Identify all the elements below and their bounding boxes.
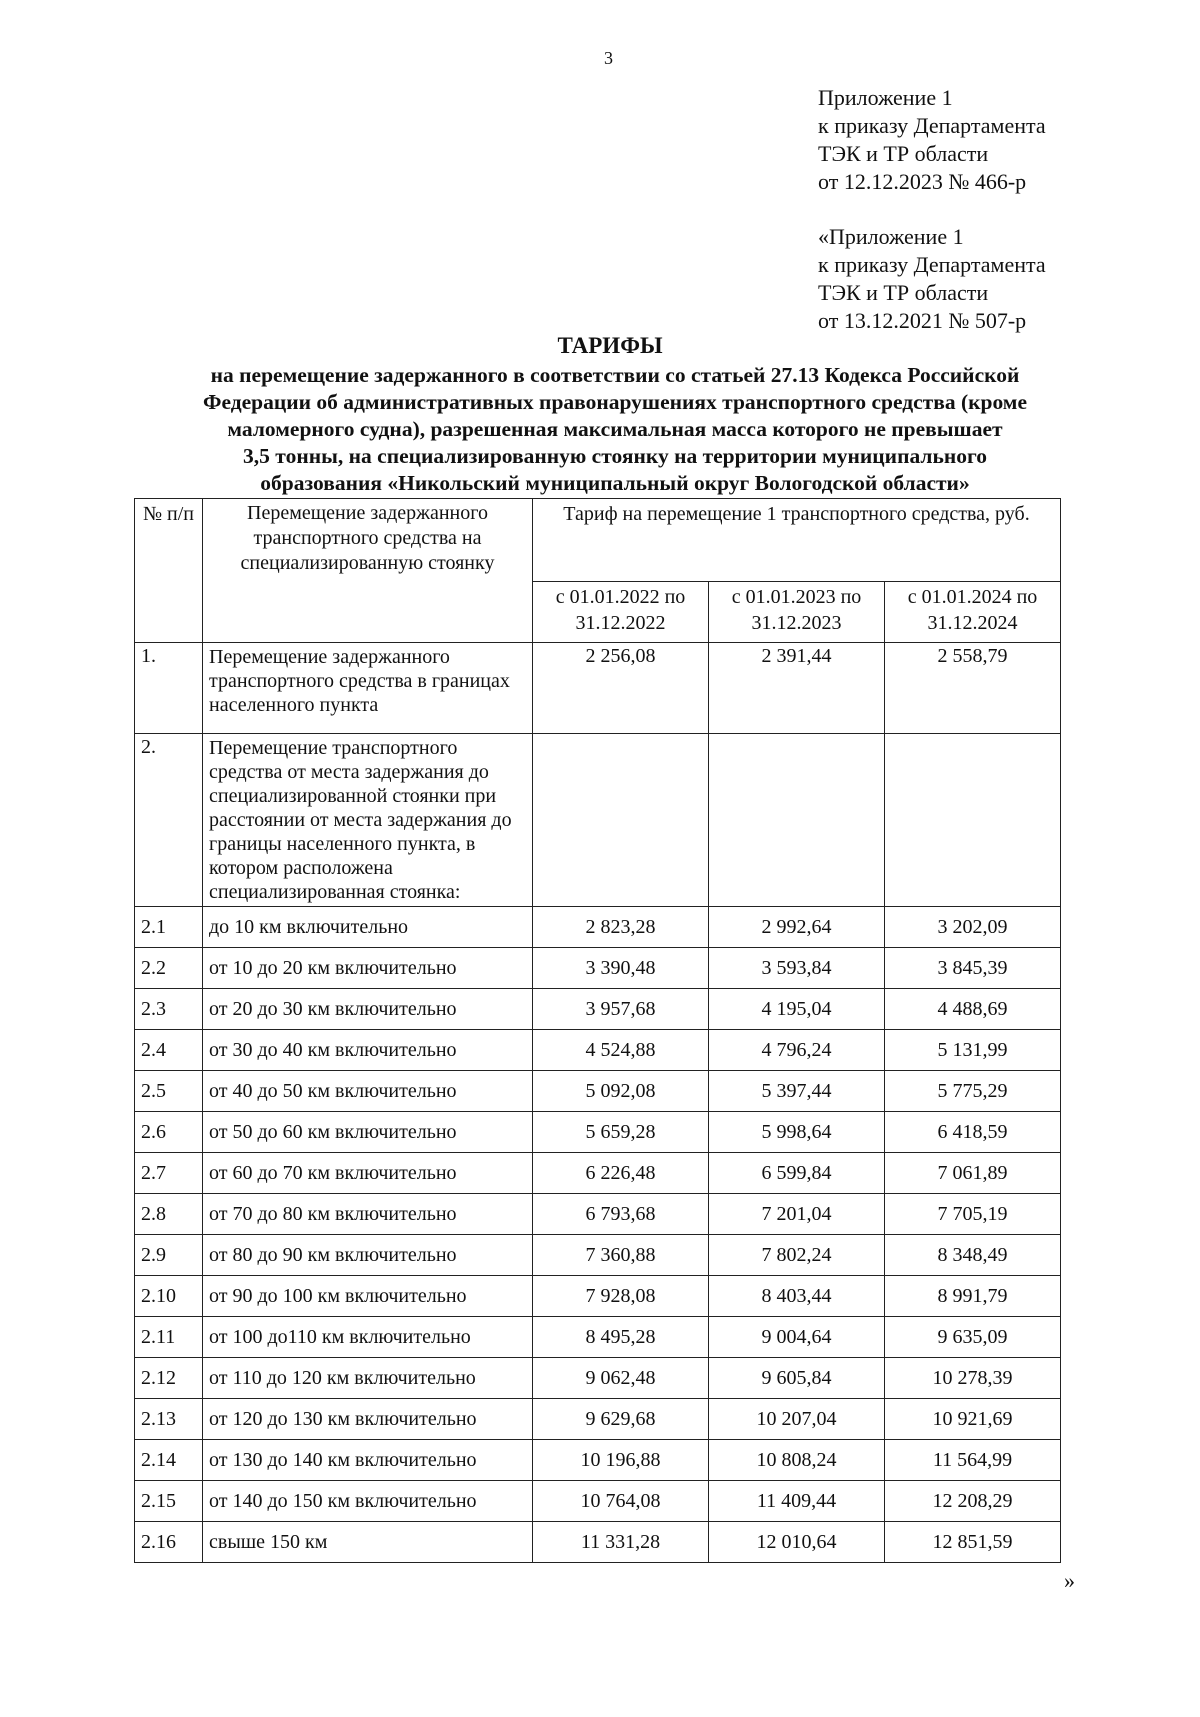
header-tariff: Тариф на перемещение 1 транспортного средства, руб. [533, 499, 1061, 582]
table-row [135, 1317, 1061, 1358]
row-num: 2.6 [135, 1112, 203, 1153]
subtitle-line: на перемещение задержанного в соответствии со статьей 27.13 Кодекса Российской [210, 363, 1020, 387]
subtitle-line: маломерного судна), разрешенная максимальная масса которого не превышает [227, 417, 1003, 441]
row-value-2024: 8 348,49 [885, 1235, 1061, 1276]
row-value-2022: 7 928,08 [533, 1276, 709, 1317]
table-row [135, 1112, 1061, 1153]
row-value-2022: 6 793,68 [533, 1194, 709, 1235]
row-num: 2.10 [135, 1276, 203, 1317]
appendix-line: от 12.12.2023 № 466-р [818, 169, 1027, 194]
row-value-2024: 6 418,59 [885, 1112, 1061, 1153]
row-description: Перемещение транспортного средства от места задержания до специализированной стоянки при расстоянии от места задержания до границы населенного пункта, в котором расположена специализированная стоянка: [203, 734, 533, 907]
row-value-2024: 5 131,99 [885, 1030, 1061, 1071]
row-value-2024: 12 851,59 [885, 1522, 1061, 1563]
row-value-2022: 2 823,28 [533, 907, 709, 948]
appendix-line: «Приложение 1 [818, 224, 964, 249]
table-header-row [135, 499, 1061, 582]
row-value-2024: 12 208,29 [885, 1481, 1061, 1522]
table-row [135, 1358, 1061, 1399]
row-value-2023: 8 403,44 [709, 1276, 885, 1317]
row-num: 2.12 [135, 1358, 203, 1399]
row-value-2024 [885, 734, 1061, 907]
table-row [135, 989, 1061, 1030]
appendix-line: от 13.12.2021 № 507-р [818, 308, 1027, 333]
row-num: 2.13 [135, 1399, 203, 1440]
row-value-2024: 4 488,69 [885, 989, 1061, 1030]
appendix-line: к приказу Департамента [818, 252, 1046, 277]
row-num: 1. [135, 643, 203, 734]
row-value-2022: 9 629,68 [533, 1399, 709, 1440]
table-row [135, 1481, 1061, 1522]
row-value-2022: 2 256,08 [533, 643, 709, 734]
table-row [135, 1030, 1061, 1071]
row-description: от 70 до 80 км включительно [203, 1194, 533, 1235]
row-value-2022: 3 957,68 [533, 989, 709, 1030]
header-period-2023: с 01.01.2023 по 31.12.2023 [709, 582, 885, 643]
row-value-2022: 4 524,88 [533, 1030, 709, 1071]
row-value-2024: 9 635,09 [885, 1317, 1061, 1358]
row-value-2022: 9 062,48 [533, 1358, 709, 1399]
row-value-2024: 11 564,99 [885, 1440, 1061, 1481]
row-description: от 130 до 140 км включительно [203, 1440, 533, 1481]
row-description: Перемещение задержанного транспортного средства в границах населенного пункта [203, 643, 533, 734]
row-value-2023: 11 409,44 [709, 1481, 885, 1522]
row-value-2022: 5 659,28 [533, 1112, 709, 1153]
appendix-line: ТЭК и ТР области [818, 141, 989, 166]
row-value-2023: 9 004,64 [709, 1317, 885, 1358]
row-value-2024: 3 845,39 [885, 948, 1061, 989]
row-value-2023: 10 207,04 [709, 1399, 885, 1440]
row-value-2024: 7 061,89 [885, 1153, 1061, 1194]
header-num: № п/п [135, 499, 203, 643]
row-value-2024: 8 991,79 [885, 1276, 1061, 1317]
row-value-2023 [709, 734, 885, 907]
document-subtitle [150, 362, 1080, 497]
row-description: от 110 до 120 км включительно [203, 1358, 533, 1399]
row-value-2022: 11 331,28 [533, 1522, 709, 1563]
row-num: 2.8 [135, 1194, 203, 1235]
table-row [135, 643, 1061, 734]
table-row [135, 907, 1061, 948]
row-value-2023: 4 195,04 [709, 989, 885, 1030]
row-value-2023: 5 397,44 [709, 1071, 885, 1112]
table-row [135, 1399, 1061, 1440]
table-row [135, 1194, 1061, 1235]
row-value-2023: 9 605,84 [709, 1358, 885, 1399]
row-description: от 10 до 20 км включительно [203, 948, 533, 989]
row-value-2022: 6 226,48 [533, 1153, 709, 1194]
header-period-2022: с 01.01.2022 по 31.12.2022 [533, 582, 709, 643]
page-number: 3 [604, 48, 613, 68]
row-value-2024: 3 202,09 [885, 907, 1061, 948]
row-num: 2.2 [135, 948, 203, 989]
subtitle-line: 3,5 тонны, на специализированную стоянку на территории муниципального [243, 444, 987, 468]
row-num: 2.14 [135, 1440, 203, 1481]
row-num: 2.15 [135, 1481, 203, 1522]
table-row [135, 1071, 1061, 1112]
row-description: свыше 150 км [203, 1522, 533, 1563]
appendix-previous [818, 223, 1046, 335]
table-row [135, 1440, 1061, 1481]
row-value-2024: 2 558,79 [885, 643, 1061, 734]
row-description: от 90 до 100 км включительно [203, 1276, 533, 1317]
row-value-2024: 10 278,39 [885, 1358, 1061, 1399]
row-value-2023: 3 593,84 [709, 948, 885, 989]
row-num: 2. [135, 734, 203, 907]
row-value-2022: 3 390,48 [533, 948, 709, 989]
table-row [135, 1276, 1061, 1317]
row-value-2023: 7 802,24 [709, 1235, 885, 1276]
appendix-current [818, 84, 1046, 196]
row-num: 2.7 [135, 1153, 203, 1194]
row-num: 2.5 [135, 1071, 203, 1112]
document-title: ТАРИФЫ [557, 333, 663, 358]
row-value-2022 [533, 734, 709, 907]
row-value-2023: 10 808,24 [709, 1440, 885, 1481]
row-value-2023: 12 010,64 [709, 1522, 885, 1563]
row-num: 2.1 [135, 907, 203, 948]
row-value-2024: 5 775,29 [885, 1071, 1061, 1112]
tariffs-table [134, 498, 1061, 1563]
table-row [135, 1153, 1061, 1194]
row-description: до 10 км включительно [203, 907, 533, 948]
row-value-2023: 2 992,64 [709, 907, 885, 948]
header-period-2024: с 01.01.2024 по 31.12.2024 [885, 582, 1061, 643]
row-description: от 30 до 40 км включительно [203, 1030, 533, 1071]
appendix-line: ТЭК и ТР области [818, 280, 989, 305]
closing-quote: » [1064, 1568, 1075, 1593]
row-value-2022: 8 495,28 [533, 1317, 709, 1358]
row-value-2023: 4 796,24 [709, 1030, 885, 1071]
header-description: Перемещение задержанного транспортного средства на специализированную стоянку [203, 499, 533, 643]
table-row [135, 1235, 1061, 1276]
appendix-line: к приказу Департамента [818, 113, 1046, 138]
row-description: от 20 до 30 км включительно [203, 989, 533, 1030]
row-value-2022: 5 092,08 [533, 1071, 709, 1112]
table-row [135, 948, 1061, 989]
table-row [135, 1522, 1061, 1563]
row-value-2022: 10 764,08 [533, 1481, 709, 1522]
row-value-2022: 10 196,88 [533, 1440, 709, 1481]
row-value-2023: 6 599,84 [709, 1153, 885, 1194]
row-description: от 120 до 130 км включительно [203, 1399, 533, 1440]
row-value-2023: 5 998,64 [709, 1112, 885, 1153]
row-description: от 80 до 90 км включительно [203, 1235, 533, 1276]
table-row [135, 734, 1061, 907]
row-value-2022: 7 360,88 [533, 1235, 709, 1276]
row-value-2023: 7 201,04 [709, 1194, 885, 1235]
row-description: от 50 до 60 км включительно [203, 1112, 533, 1153]
row-description: от 100 до110 км включительно [203, 1317, 533, 1358]
row-description: от 140 до 150 км включительно [203, 1481, 533, 1522]
row-num: 2.16 [135, 1522, 203, 1563]
row-value-2024: 7 705,19 [885, 1194, 1061, 1235]
row-value-2024: 10 921,69 [885, 1399, 1061, 1440]
subtitle-line: образования «Никольский муниципальный округ Вологодской области» [260, 471, 970, 495]
row-num: 2.11 [135, 1317, 203, 1358]
row-description: от 60 до 70 км включительно [203, 1153, 533, 1194]
row-description: от 40 до 50 км включительно [203, 1071, 533, 1112]
row-value-2023: 2 391,44 [709, 643, 885, 734]
subtitle-line: Федерации об административных правонарушениях транспортного средства (кроме [202, 390, 1027, 414]
row-num: 2.9 [135, 1235, 203, 1276]
row-num: 2.4 [135, 1030, 203, 1071]
appendix-line: Приложение 1 [818, 85, 953, 110]
row-num: 2.3 [135, 989, 203, 1030]
